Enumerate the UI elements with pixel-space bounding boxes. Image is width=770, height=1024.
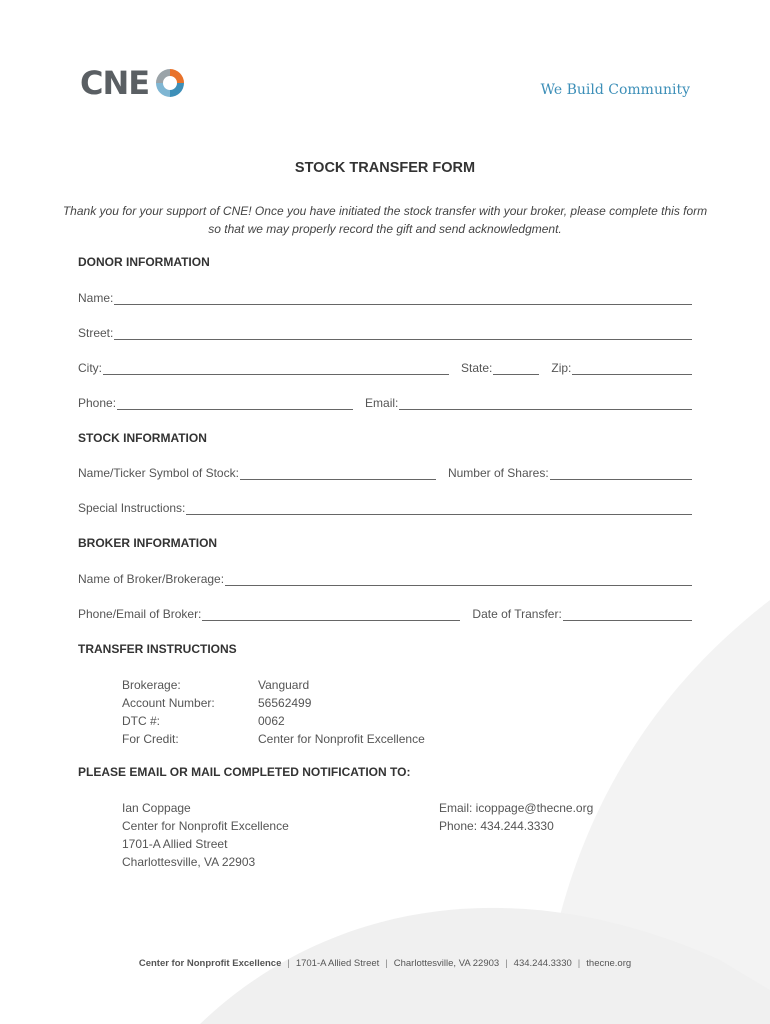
- ticker-shares-row: [78, 464, 692, 480]
- stock-heading: STOCK INFORMATION: [78, 431, 207, 445]
- zip-line[interactable]: [572, 362, 692, 375]
- broker-name-label: Name of Broker/Brokerage:: [78, 572, 225, 586]
- footer-separator: |: [577, 958, 581, 969]
- phone-email-row: [78, 394, 692, 410]
- city-label: City:: [78, 361, 102, 375]
- broker-heading: BROKER INFORMATION: [78, 536, 218, 550]
- footer: [0, 958, 770, 969]
- footer-separator: |: [385, 958, 388, 969]
- notify-address: [122, 799, 289, 871]
- broker-name-line[interactable]: [225, 573, 692, 586]
- broker-name-field[interactable]: [78, 570, 692, 586]
- for-credit-value: Center for Nonprofit Excellence: [258, 732, 425, 746]
- name-field[interactable]: [78, 289, 692, 305]
- street-field[interactable]: [78, 324, 692, 340]
- brokerage-value: Vanguard: [258, 678, 310, 692]
- page-title: STOCK TRANSFER FORM: [294, 160, 476, 176]
- account-number-value: 56562499: [258, 696, 312, 710]
- footer-street: 1701-A Allied Street: [295, 958, 380, 969]
- contact-phone: Phone: 434.244.3330: [439, 819, 554, 833]
- state-line[interactable]: [493, 362, 539, 375]
- email-line[interactable]: [399, 397, 692, 410]
- phone-label: Phone:: [78, 396, 117, 410]
- date-line[interactable]: [563, 608, 692, 621]
- contact-email[interactable]: Email: icoppage@thecne.org: [439, 801, 594, 815]
- contact-street: 1701-A Allied Street: [122, 837, 228, 851]
- notify-heading: PLEASE EMAIL OR MAIL COMPLETED NOTIFICATION TO:: [78, 765, 411, 779]
- special-instructions-field[interactable]: [78, 499, 692, 515]
- ticker-label: Name/Ticker Symbol of Stock:: [78, 466, 239, 480]
- broker-contact-date-row: [78, 605, 692, 621]
- zip-label: Zip:: [551, 361, 572, 375]
- ticker-line[interactable]: [240, 467, 436, 480]
- logo-swirl-icon: [153, 66, 187, 100]
- contact-name: Ian Coppage: [122, 801, 191, 815]
- special-line[interactable]: [186, 502, 692, 515]
- dtc-label: DTC #:: [122, 714, 161, 728]
- name-line[interactable]: [114, 292, 692, 305]
- special-label: Special Instructions:: [78, 501, 186, 515]
- broker-contact-label: Phone/Email of Broker:: [78, 607, 202, 621]
- notify-contact: [439, 799, 593, 835]
- broker-contact-line[interactable]: [202, 608, 460, 621]
- logo-text: CNE: [80, 64, 150, 102]
- brokerage-label: Brokerage:: [122, 678, 181, 692]
- intro-text: Thank you for your support of CNE! Once you have initiated the stock transfer with your broker, please complete this form so that we may properly record the gift and send acknowledgment.: [62, 204, 708, 236]
- phone-line[interactable]: [117, 397, 353, 410]
- tagline: We Build Community: [540, 82, 690, 98]
- transfer-labels: [122, 676, 215, 748]
- footer-city: Charlottesville, VA 22903: [393, 958, 500, 969]
- city-line[interactable]: [103, 362, 449, 375]
- footer-org: Center for Nonprofit Excellence: [138, 958, 282, 969]
- footer-separator: |: [287, 958, 290, 969]
- footer-separator: |: [505, 958, 508, 969]
- transfer-values: [258, 676, 425, 748]
- date-label: Date of Transfer:: [472, 607, 562, 621]
- shares-line[interactable]: [550, 467, 692, 480]
- state-label: State:: [461, 361, 493, 375]
- donor-heading: DONOR INFORMATION: [78, 255, 210, 269]
- contact-org: Center for Nonprofit Excellence: [122, 819, 289, 833]
- dtc-value: 0062: [258, 714, 285, 728]
- name-label: Name:: [78, 291, 114, 305]
- contact-city: Charlottesville, VA 22903: [122, 855, 256, 869]
- for-credit-label: For Credit:: [122, 732, 179, 746]
- account-number-label: Account Number:: [122, 696, 215, 710]
- transfer-heading: TRANSFER INSTRUCTIONS: [78, 642, 237, 656]
- street-line[interactable]: [114, 327, 692, 340]
- footer-phone: 434.244.3330: [513, 958, 572, 969]
- email-label: Email:: [365, 396, 399, 410]
- city-state-zip-row: [78, 359, 692, 375]
- footer-website[interactable]: thecne.org: [586, 958, 632, 969]
- shares-label: Number of Shares:: [447, 466, 549, 480]
- cne-logo: [80, 64, 187, 102]
- street-label: Street:: [78, 326, 114, 340]
